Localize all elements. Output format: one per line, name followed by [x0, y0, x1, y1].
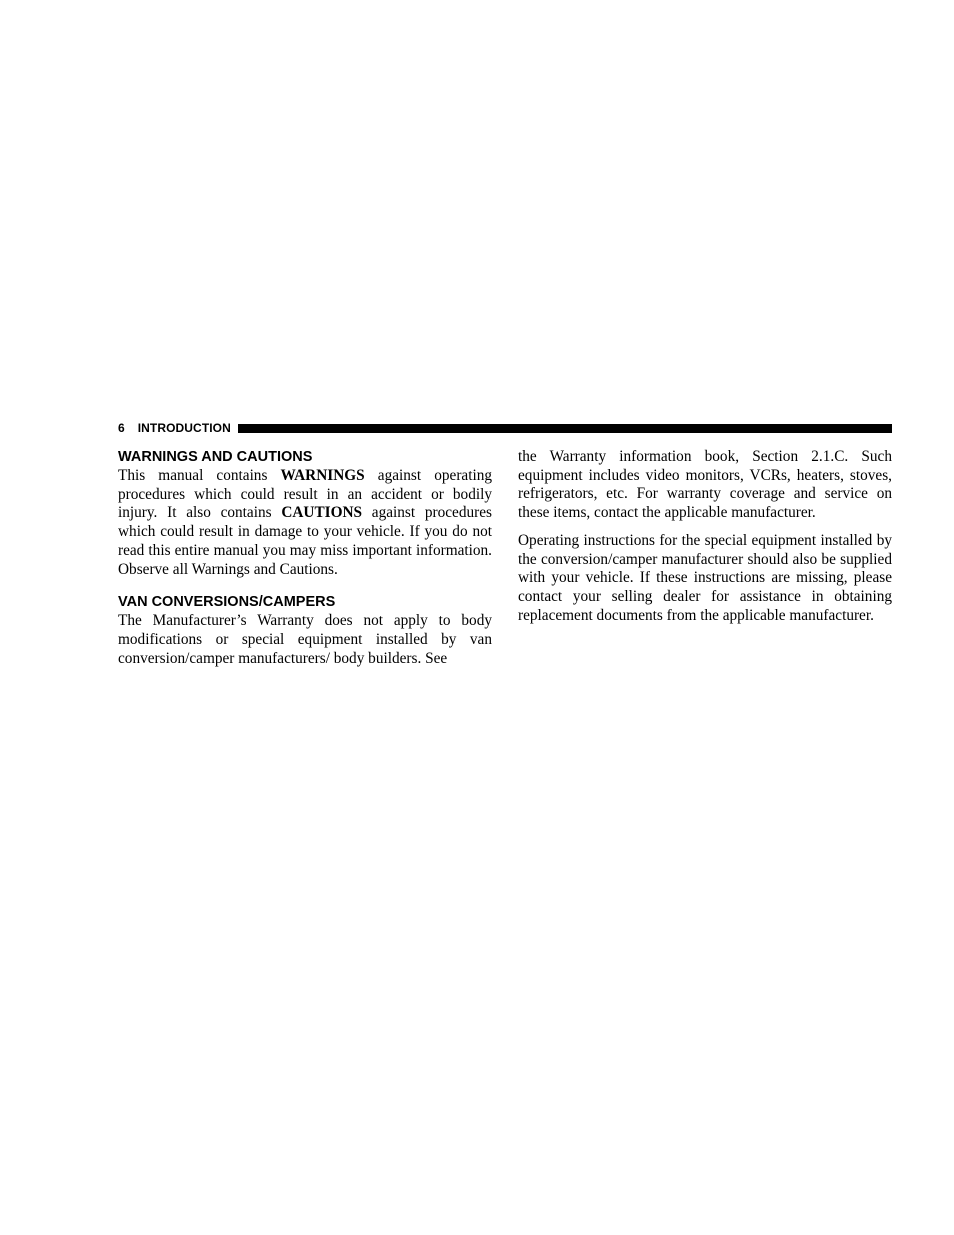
warnings-text-1: This manual contains — [118, 467, 281, 484]
van-conversions-paragraph: The Manufacturer’s Warranty does not apply to body modifications or special equipment installed by van conversion/camper manufacturers/ body builders. See — [118, 612, 492, 667]
warnings-paragraph — [118, 467, 492, 579]
page-header — [118, 419, 892, 437]
warranty-continuation-paragraph: the Warranty information book, Section 2.1.C. Such equipment includes video monitors, VCRs, heaters, stoves, refrigerators, etc. For warranty coverage and service on these items, contact the applicable manufacturer. — [518, 448, 892, 522]
cautions-bold-term: CAUTIONS — [281, 504, 363, 522]
header-rule — [238, 424, 892, 433]
van-conversions-heading: VAN CONVERSIONS/CAMPERS — [118, 594, 336, 611]
warnings-heading: WARNINGS AND CAUTIONS — [118, 449, 313, 465]
warnings-bold-term: WARNINGS — [280, 467, 365, 484]
right-column — [518, 448, 892, 625]
warnings-text-2: against operating procedures which could result in an accident or bodily injury. It also contains — [118, 467, 493, 522]
page-number: 6 — [118, 421, 125, 435]
warnings-text-3: against procedures which could result in damage to your vehicle. If you do not read this entire manual you may miss important information. Observe all Warnings and Cautions. — [118, 504, 492, 578]
section-title: INTRODUCTION — [137, 421, 231, 435]
left-column — [118, 448, 492, 668]
operating-instructions-paragraph: Operating instructions for the special equipment installed by the conversion/camper manufacturer should also be supplied with your vehicle. If these instructions are missing, please contact your selling dealer for assistance in obtaining replacement documents from the applicable manufacturer. — [518, 531, 892, 624]
